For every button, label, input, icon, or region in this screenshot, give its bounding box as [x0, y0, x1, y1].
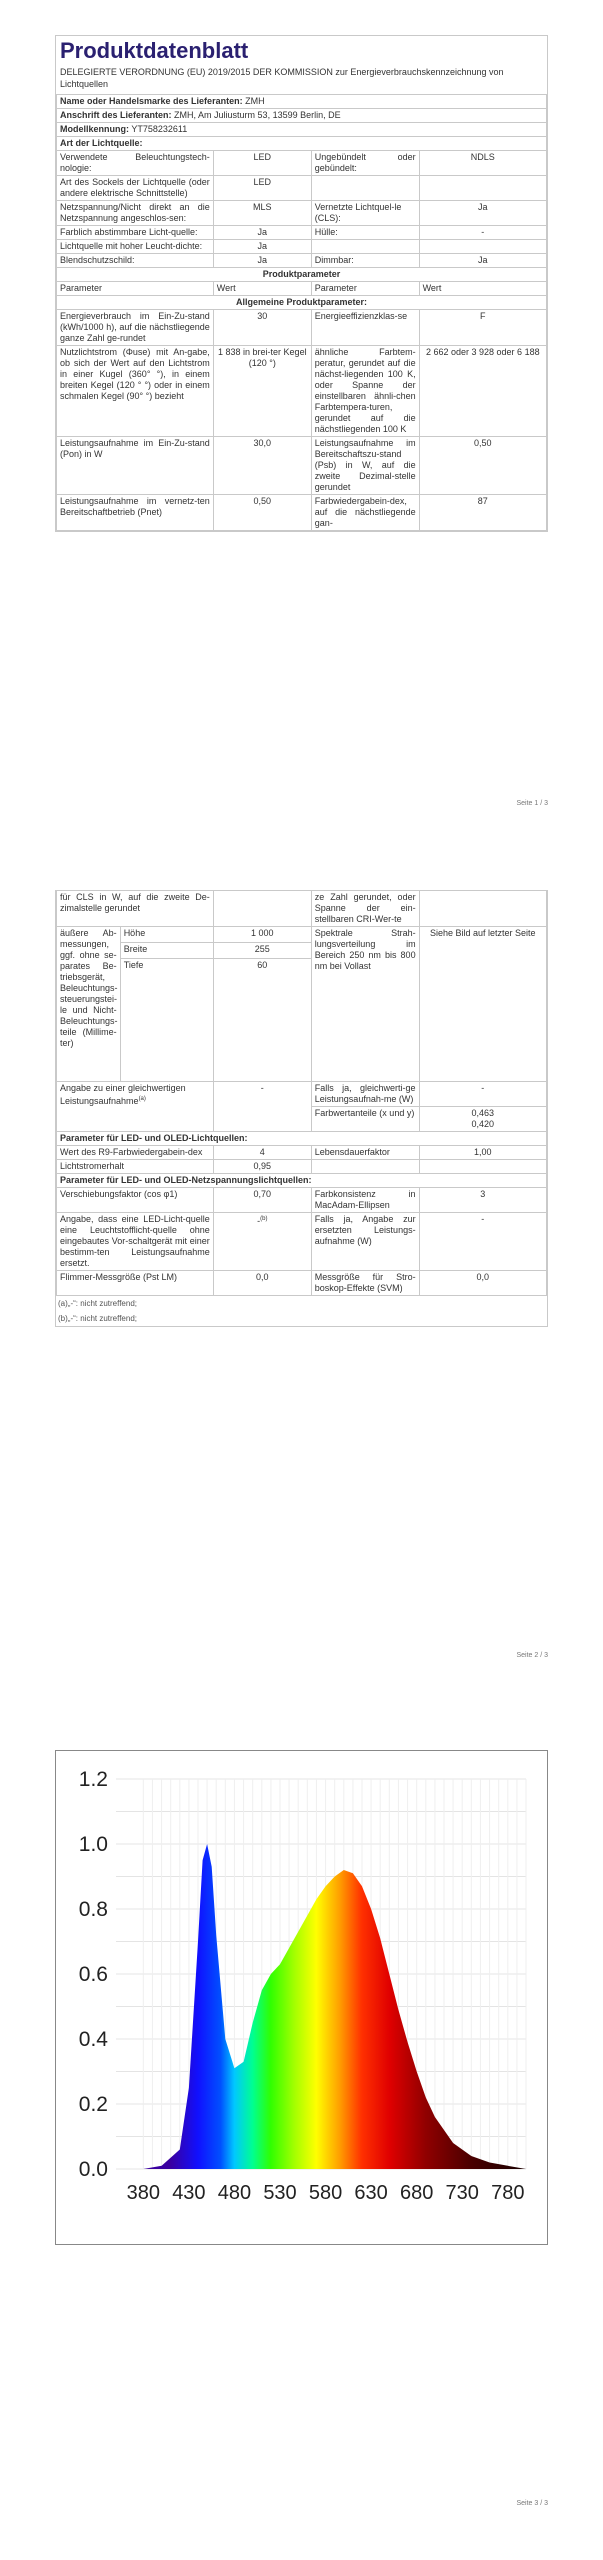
- flux-maintenance-value: 0,95: [213, 1160, 311, 1174]
- stroboscopic-value: 0,0: [419, 1271, 546, 1296]
- table-row: [57, 1082, 547, 1107]
- shift-factor-label: Verschiebungsfaktor (cos φ1): [57, 1188, 214, 1213]
- cell-value: LED: [213, 176, 311, 201]
- spectral-label: Spektrale Strah-lungsverteilung im Bereich 250 nm bis 800 nm bei Vollast: [311, 927, 419, 1082]
- r9-value: 4: [213, 1146, 311, 1160]
- cell-label: [311, 176, 419, 201]
- color-share-y: 0,420: [471, 1119, 495, 1129]
- table-row: [57, 310, 547, 346]
- supplier-name-row: [57, 95, 547, 109]
- led-params-heading: Parameter für LED- und OLED-Lichtquellen:: [57, 1132, 547, 1146]
- x-tick-label: 430: [172, 2182, 206, 2204]
- table-row: [57, 176, 547, 201]
- cell-label: Lichtquelle mit hoher Leucht-dichte:: [57, 240, 214, 254]
- page-3: [0, 1700, 603, 2560]
- cell-value: Ja: [419, 254, 546, 268]
- y-tick-label: 0.0: [78, 2158, 108, 2181]
- page-1: [0, 0, 603, 830]
- cell-label: Nutzlichtstrom (Φuse) mit An-gabe, ob sich der Wert auf den Lichtstrom in einer Kugel (360° °), in einem breiten Kegel (120 ° °) oder in einem schmalen Kegel (90° °) bezieht: [57, 346, 214, 437]
- dimension-name: Höhe: [120, 927, 213, 943]
- equiv-value: -: [213, 1082, 311, 1132]
- color-share-label: Farbwertanteile (x und y): [311, 1107, 419, 1132]
- table-row: [57, 1213, 547, 1271]
- x-tick-label: 380: [126, 2182, 161, 2204]
- cell-label: Farbwiedergabein-dex, auf die nächstliegende gan-: [311, 495, 419, 531]
- replacement-w-label: Falls ja, Angabe zur ersetzten Leistungs-aufnahme (W): [311, 1213, 419, 1271]
- y-tick-label: 0.8: [78, 1898, 108, 1921]
- dimension-name: Breite: [120, 943, 213, 959]
- page-number: Seite 2 / 3: [516, 1652, 548, 1659]
- macadam-label: Farbkonsistenz in MacAdam-Ellipsen: [311, 1188, 419, 1213]
- table-row: [57, 437, 547, 495]
- equiv-w-label: Falls ja, gleichwerti-ge Leistungsaufnah-me (W): [311, 1082, 419, 1107]
- table-row: [57, 891, 547, 927]
- y-tick-label: 0.6: [78, 1963, 108, 1986]
- supplier-name-label: Name oder Handelsmarke des Lieferanten:: [60, 96, 243, 106]
- cell-value: F: [419, 310, 546, 346]
- x-tick-label: 630: [354, 2182, 388, 2204]
- header-row: [57, 282, 547, 296]
- cell-value: [419, 891, 546, 927]
- general-params-heading: Allgemeine Produktparameter:: [57, 296, 547, 310]
- cell-value: LED: [213, 151, 311, 176]
- cell-label: Hülle:: [311, 226, 419, 240]
- mains-params-heading: Parameter für LED- und OLED-Netzspannungslichtquellen:: [57, 1174, 547, 1188]
- column-header-parameter: Parameter: [57, 282, 214, 296]
- table-row: [57, 151, 547, 176]
- y-tick-label: 0.4: [78, 2028, 108, 2051]
- dimension-value: 60: [213, 959, 311, 1082]
- flicker-label: Flimmer-Messgröße (Pst LM): [57, 1271, 214, 1296]
- cell-value: 30,0: [213, 437, 311, 495]
- cell-label: Leistungsaufnahme im Bereitschaftszu-stand (Psb) in W, auf die zweite Dezimal-stelle gerundet: [311, 437, 419, 495]
- equiv-w-value: -: [419, 1082, 546, 1107]
- type-heading: Art der Lichtquelle:: [57, 137, 547, 151]
- page-2: [0, 860, 603, 1680]
- product-params-heading: Produktparameter: [57, 268, 547, 282]
- cell-label: für CLS in W, auf die zweite De-zimalstelle gerundet: [57, 891, 214, 927]
- table-row: [57, 226, 547, 240]
- supplier-address-label: Anschrift des Lieferanten:: [60, 110, 172, 120]
- x-tick-label: 530: [263, 2182, 297, 2204]
- footnote-b: (b)„-“: nicht zutreffend;: [58, 1314, 137, 1323]
- table-row: [57, 1188, 547, 1213]
- dimension-value: 1 000: [213, 927, 311, 943]
- cell-value: MLS: [213, 201, 311, 226]
- equiv-label: Angabe zu einer gleichwertigen Leistungsaufnahme: [60, 1083, 186, 1106]
- r9-label: Wert des R9-Farbwiedergabein-dex: [57, 1146, 214, 1160]
- cell-label: [311, 240, 419, 254]
- cell-label: ähnliche Farbtem-peratur, gerundet auf die nächst-liegenden 100 K, oder Spanne der einstellbaren ähnli-chen Farbtempera-turen, gerundet auf die nächstliegenden 100 K: [311, 346, 419, 437]
- cell-label: Blendschutzschild:: [57, 254, 214, 268]
- table-row: [57, 1160, 547, 1174]
- lifetime-value: 1,00: [419, 1146, 546, 1160]
- table-row: [57, 201, 547, 226]
- stroboscopic-label: Messgröße für Stro-boskop-Effekte (SVM): [311, 1271, 419, 1296]
- lifetime-label: Lebensdauerfaktor: [311, 1146, 419, 1160]
- cell-value: 0,50: [419, 437, 546, 495]
- cell-value: Ja: [213, 240, 311, 254]
- cell-value: 30: [213, 310, 311, 346]
- cell-label: Art des Sockels der Lichtquelle (oder andere elektrische Schnittstelle): [57, 176, 214, 201]
- footnote-ref-b: (b): [260, 1216, 268, 1222]
- model-row: [57, 123, 547, 137]
- datasheet-frame-1: [55, 35, 548, 532]
- flicker-value: 0,0: [213, 1271, 311, 1296]
- supplier-name: ZMH: [245, 96, 265, 106]
- cell-label: Energieeffizienzklas-se: [311, 310, 419, 346]
- cell-value: -: [419, 226, 546, 240]
- spectrum-chart: [55, 1750, 548, 2245]
- cell-label: Energieverbrauch im Ein-Zu-stand (kWh/1000 h), auf die nächstliegende ganze Zahl ge-rundet: [57, 310, 214, 346]
- x-tick-label: 580: [308, 2182, 343, 2204]
- supplier-address: ZMH, Am Juliusturm 53, 13599 Berlin, DE: [174, 110, 341, 120]
- table-row: [57, 254, 547, 268]
- cell-value: [419, 240, 546, 254]
- cell-value: [419, 1160, 546, 1174]
- table-row: [57, 927, 547, 943]
- color-share-value: [419, 1107, 546, 1132]
- table-row: [57, 346, 547, 437]
- cell-value: Ja: [213, 254, 311, 268]
- model-label: Modellkennung:: [60, 124, 129, 134]
- cell-value: 2 662 oder 3 928 oder 6 188: [419, 346, 546, 437]
- table-row: [57, 240, 547, 254]
- dimension-name: Tiefe: [120, 959, 213, 1082]
- x-tick-label: 480: [217, 2182, 252, 2204]
- cell-label: [311, 1160, 419, 1174]
- replacement-value-cell: [213, 1213, 311, 1271]
- page-title: Produktdatenblatt: [60, 38, 249, 63]
- replacement-w-value: -: [419, 1213, 546, 1271]
- replacement-value: -: [257, 1216, 261, 1226]
- replacement-label: Angabe, dass eine LED-Licht-quelle eine Leuchtstofflicht-quelle ohne eingebautes Vor-schaltgerät mit einer bestimm-ten Leistungsaufnahme ersetzt.: [57, 1213, 214, 1271]
- cell-value: Ja: [419, 201, 546, 226]
- datasheet-frame-2: [55, 890, 548, 1327]
- cell-label: ze Zahl gerundet, oder Spanne der ein-stellbaren CRI-Wer-te: [311, 891, 419, 927]
- cell-label: Verwendete Beleuchtungstech-nologie:: [57, 151, 214, 176]
- y-tick-label: 1.0: [78, 1833, 108, 1856]
- table-row: [57, 495, 547, 531]
- macadam-value: 3: [419, 1188, 546, 1213]
- cell-label: Leistungsaufnahme im Ein-Zu-stand (Pon) in W: [57, 437, 214, 495]
- cell-value: 0,50: [213, 495, 311, 531]
- spectral-value: Siehe Bild auf letzter Seite: [419, 927, 546, 1082]
- footnote-ref-a: (a): [138, 1096, 146, 1102]
- cell-label: Ungebündelt oder gebündelt:: [311, 151, 419, 176]
- table-row: [57, 1271, 547, 1296]
- datasheet-table-2: [56, 890, 547, 1296]
- column-header-parameter: Parameter: [311, 282, 419, 296]
- flux-maintenance-label: Lichtstromerhalt: [57, 1160, 214, 1174]
- cell-value: NDLS: [419, 151, 546, 176]
- y-tick-label: 0.2: [78, 2093, 108, 2116]
- cell-label: Dimmbar:: [311, 254, 419, 268]
- x-tick-label: 780: [491, 2182, 525, 2204]
- cell-label: Vernetzte Lichtquel-le (CLS):: [311, 201, 419, 226]
- dimensions-label: äußere Ab-messungen, ggf. ohne se-parates Be-triebsgerät, Beleuchtungs-steuerungstei-le und Nicht-Beleuchtungs-teile (Millime-ter): [57, 927, 121, 1082]
- cell-label: Leistungsaufnahme im vernetz-ten Bereitschaftbetrieb (Pnet): [57, 495, 214, 531]
- table-row: [57, 1146, 547, 1160]
- supplier-address-row: [57, 109, 547, 123]
- equiv-label-cell: [57, 1082, 214, 1132]
- cell-value: 1 838 in brei-ter Kegel (120 °): [213, 346, 311, 437]
- cell-value: [213, 891, 311, 927]
- column-header-value: Wert: [419, 282, 546, 296]
- regulation-intro: DELEGIERTE VERORDNUNG (EU) 2019/2015 DER KOMMISSION zur Energieverbrauchskennzeichnung von Lichtquellen: [60, 67, 504, 89]
- page-number: Seite 1 / 3: [516, 800, 548, 807]
- page-number: Seite 3 / 3: [516, 2500, 548, 2507]
- column-header-value: Wert: [213, 282, 311, 296]
- cell-label: Netzspannung/Nicht direkt an die Netzspannung angeschlos-sen:: [57, 201, 214, 226]
- dimension-value: 255: [213, 943, 311, 959]
- model-id: YT758232611: [131, 124, 188, 134]
- spectrum-chart-svg: [56, 1751, 547, 2244]
- cell-value: 87: [419, 495, 546, 531]
- shift-factor-value: 0,70: [213, 1188, 311, 1213]
- datasheet-table-1: [56, 94, 547, 531]
- cell-value: Ja: [213, 226, 311, 240]
- x-tick-label: 730: [445, 2182, 479, 2204]
- cell-value: [419, 176, 546, 201]
- footnote-a: (a)„-“: nicht zutreffend;: [58, 1299, 137, 1308]
- x-tick-label: 680: [399, 2182, 434, 2204]
- color-share-x: 0,463: [471, 1108, 495, 1118]
- y-tick-label: 1.2: [78, 1768, 108, 1791]
- cell-label: Farblich abstimmbare Licht-quelle:: [57, 226, 214, 240]
